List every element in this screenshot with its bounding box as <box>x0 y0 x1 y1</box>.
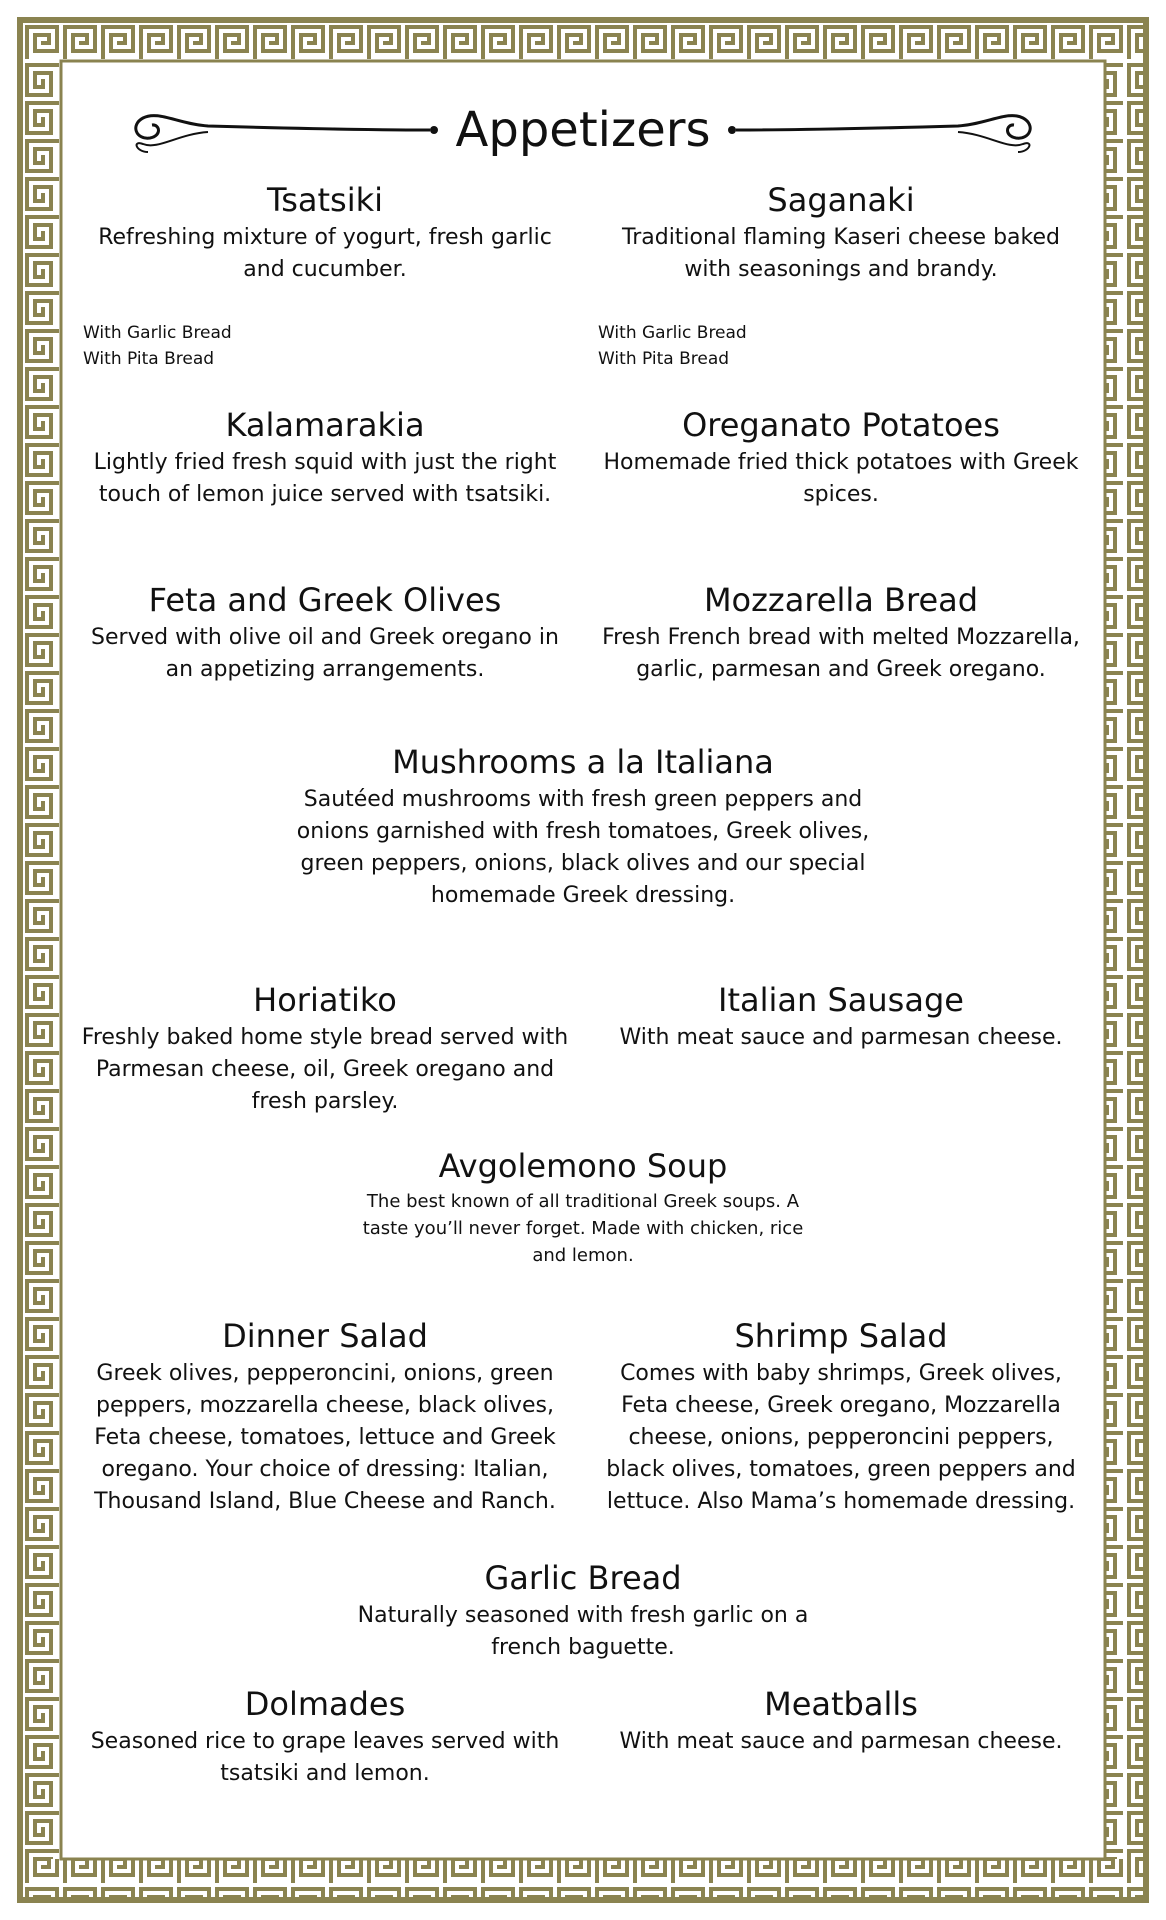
menu-item-meatballs <box>596 1684 1086 1758</box>
item-name: Dolmades <box>244 1685 406 1723</box>
item-description: Greek olives, pepperoncini, onions, green peppers, mozzarella cheese, black olives, Feta cheese, tomatoes, lettuce and Greek oregano. Your choice of dressing: Italian, Thousand Island, Blue Cheese and Ranch. <box>94 1361 556 1514</box>
item-description: Fresh French bread with melted Mozzarella, garlic, parmesan and Greek oregano. <box>602 625 1080 682</box>
item-description: Lightly fried fresh squid with just the right touch of lemon juice served with tsatsiki. <box>93 450 557 507</box>
option-pita-bread: With Pita Bread <box>83 349 215 369</box>
item-description: Traditional flaming Kaseri cheese baked with seasonings and brandy. <box>622 225 1060 282</box>
menu-item-oreganato-potatoes <box>596 405 1086 511</box>
item-name: Kalamarakia <box>225 406 425 444</box>
item-description: Comes with baby shrimps, Greek olives, Feta cheese, Greek oregano, Mozzarella cheese, onions, pepperoncini peppers, black olives, tomatoes, green peppers and lettuce. Also Mama’s homemade dressing. <box>606 1361 1076 1514</box>
item-description: Served with olive oil and Greek oregano in an appetizing arrangements. <box>91 625 559 682</box>
left-flourish-icon <box>118 90 438 170</box>
menu-item-kalamarakia <box>80 405 570 511</box>
item-name: Tsatsiki <box>266 181 384 219</box>
menu-item-feta-and-greek-olives <box>80 580 570 686</box>
item-name: Saganaki <box>767 181 915 219</box>
item-description: Seasoned rice to grape leaves served with tsatsiki and lemon. <box>90 1729 560 1786</box>
option-garlic-bread: With Garlic Bread <box>598 323 747 343</box>
menu-item-italian-sausage <box>596 980 1086 1054</box>
page-title: Appetizers <box>455 102 711 158</box>
item-description: With meat sauce and parmesan cheese. <box>619 1729 1063 1754</box>
item-name: Avgolemono Soup <box>438 1147 728 1185</box>
item-name: Oreganato Potatoes <box>682 406 1000 444</box>
item-description: The best known of all traditional Greek soups. A taste you’ll never forget. Made with chicken, rice and lemon. <box>362 1191 804 1266</box>
menu-item-saganaki <box>596 180 1086 286</box>
menu-content <box>80 80 1086 1840</box>
item-description: Sautéed mushrooms with fresh green peppers and onions garnished with fresh tomatoes, Greek olives, green peppers, onions, black olives and our special homemade Greek dressing. <box>296 787 870 908</box>
item-name: Shrimp Salad <box>734 1317 948 1355</box>
menu-item-dinner-salad <box>80 1316 570 1518</box>
item-description: With meat sauce and parmesan cheese. <box>619 1025 1063 1050</box>
item-description: Homemade fried thick potatoes with Greek spices. <box>603 450 1079 507</box>
menu-item-avgolemono-soup <box>343 1146 823 1269</box>
tsatsiki-options <box>83 320 232 372</box>
item-description: Refreshing mixture of yogurt, fresh garlic and cucumber. <box>98 225 552 282</box>
heading-row <box>90 90 1076 170</box>
item-name: Mushrooms a la Italiana <box>392 743 774 781</box>
saganaki-options <box>598 320 747 372</box>
item-description: Freshly baked home style bread served with Parmesan cheese, oil, Greek oregano and fresh parsley. <box>81 1025 569 1114</box>
item-name: Italian Sausage <box>718 981 964 1019</box>
option-garlic-bread: With Garlic Bread <box>83 323 232 343</box>
item-name: Feta and Greek Olives <box>148 581 502 619</box>
menu-item-garlic-bread <box>343 1558 823 1664</box>
menu-item-tsatsiki <box>80 180 570 286</box>
item-description: Naturally seasoned with fresh garlic on a french baguette. <box>357 1603 809 1660</box>
menu-item-shrimp-salad <box>596 1316 1086 1518</box>
item-name: Dinner Salad <box>222 1317 428 1355</box>
item-name: Garlic Bread <box>484 1559 682 1597</box>
item-name: Mozzarella Bread <box>703 581 979 619</box>
item-name: Meatballs <box>764 1685 918 1723</box>
menu-item-mozzarella-bread <box>596 580 1086 686</box>
item-name: Horiatiko <box>253 981 397 1019</box>
menu-item-horiatiko <box>80 980 570 1118</box>
menu-item-mushrooms-a-la-italiana <box>293 742 873 912</box>
right-flourish-icon <box>728 90 1048 170</box>
option-pita-bread: With Pita Bread <box>598 349 730 369</box>
menu-item-dolmades <box>80 1684 570 1790</box>
